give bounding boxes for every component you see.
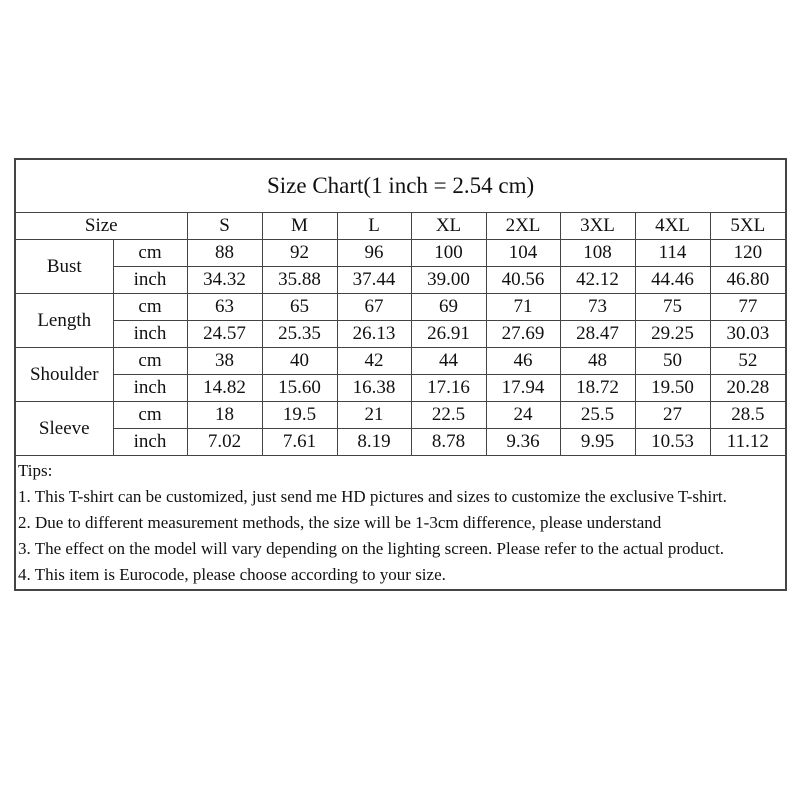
measurement-row: [15, 294, 786, 321]
size-header-m: M: [262, 213, 337, 240]
chart-title: Size Chart(1 inch = 2.54 cm): [15, 159, 786, 213]
size-value-cell: 104: [486, 240, 560, 267]
size-value-cell: 11.12: [710, 429, 786, 456]
size-value-cell: 75: [635, 294, 710, 321]
size-value-cell: 15.60: [262, 375, 337, 402]
size-value-cell: 27.69: [486, 321, 560, 348]
measurement-row: [15, 402, 786, 429]
size-value-cell: 73: [560, 294, 635, 321]
size-value-cell: 22.5: [411, 402, 486, 429]
size-value-cell: 40.56: [486, 267, 560, 294]
size-chart: [14, 158, 785, 591]
size-value-cell: 77: [710, 294, 786, 321]
measurement-row: [15, 240, 786, 267]
size-value-cell: 39.00: [411, 267, 486, 294]
size-value-cell: 35.88: [262, 267, 337, 294]
size-value-cell: 42: [337, 348, 411, 375]
tips-heading: Tips:: [18, 461, 53, 480]
size-value-cell: 42.12: [560, 267, 635, 294]
size-value-cell: 17.16: [411, 375, 486, 402]
size-value-cell: 27: [635, 402, 710, 429]
size-value-cell: 18.72: [560, 375, 635, 402]
size-value-cell: 52: [710, 348, 786, 375]
unit-label: inch: [113, 267, 187, 294]
size-header-row: [15, 213, 786, 240]
measurement-label: Bust: [15, 240, 113, 294]
size-table: [14, 158, 787, 456]
unit-label: cm: [113, 240, 187, 267]
measurement-label: Shoulder: [15, 348, 113, 402]
size-value-cell: 7.61: [262, 429, 337, 456]
size-value-cell: 18: [187, 402, 262, 429]
size-header-l: L: [337, 213, 411, 240]
tip-item: 3. The effect on the model will vary depending on the lighting screen. Please refer to the actual product.: [18, 539, 725, 558]
tip-item: 1. This T-shirt can be customized, just send me HD pictures and sizes to customize the exclusive T-shirt.: [18, 487, 727, 506]
size-value-cell: 63: [187, 294, 262, 321]
size-value-cell: 29.25: [635, 321, 710, 348]
size-value-cell: 100: [411, 240, 486, 267]
size-value-cell: 28.47: [560, 321, 635, 348]
size-value-cell: 19.50: [635, 375, 710, 402]
size-value-cell: 8.78: [411, 429, 486, 456]
unit-label: inch: [113, 429, 187, 456]
size-value-cell: 44.46: [635, 267, 710, 294]
size-value-cell: 37.44: [337, 267, 411, 294]
size-value-cell: 24.57: [187, 321, 262, 348]
size-value-cell: 26.13: [337, 321, 411, 348]
size-value-cell: 65: [262, 294, 337, 321]
size-header-2xl: 2XL: [486, 213, 560, 240]
size-value-cell: 7.02: [187, 429, 262, 456]
size-value-cell: 114: [635, 240, 710, 267]
size-value-cell: 50: [635, 348, 710, 375]
size-value-cell: 9.36: [486, 429, 560, 456]
size-value-cell: 92: [262, 240, 337, 267]
size-value-cell: 19.5: [262, 402, 337, 429]
size-value-cell: 25.5: [560, 402, 635, 429]
size-value-cell: 46: [486, 348, 560, 375]
tip-item: 4. This item is Eurocode, please choose according to your size.: [18, 565, 446, 584]
size-header-xl: XL: [411, 213, 486, 240]
size-value-cell: 46.80: [710, 267, 786, 294]
size-header-3xl: 3XL: [560, 213, 635, 240]
size-value-cell: 44: [411, 348, 486, 375]
measurement-row: [15, 267, 786, 294]
size-value-cell: 20.28: [710, 375, 786, 402]
size-value-cell: 17.94: [486, 375, 560, 402]
size-value-cell: 108: [560, 240, 635, 267]
tip-item: 2. Due to different measurement methods, the size will be 1-3cm difference, please understand: [18, 513, 662, 532]
size-value-cell: 8.19: [337, 429, 411, 456]
measurement-label: Sleeve: [15, 402, 113, 456]
size-value-cell: 38: [187, 348, 262, 375]
size-value-cell: 67: [337, 294, 411, 321]
unit-label: inch: [113, 321, 187, 348]
unit-label: cm: [113, 348, 187, 375]
unit-label: cm: [113, 294, 187, 321]
unit-label: inch: [113, 375, 187, 402]
size-value-cell: 48: [560, 348, 635, 375]
size-value-cell: 25.35: [262, 321, 337, 348]
size-value-cell: 40: [262, 348, 337, 375]
size-value-cell: 71: [486, 294, 560, 321]
size-value-cell: 69: [411, 294, 486, 321]
size-value-cell: 34.32: [187, 267, 262, 294]
size-header-label: Size: [15, 213, 187, 240]
size-value-cell: 14.82: [187, 375, 262, 402]
size-value-cell: 21: [337, 402, 411, 429]
unit-label: cm: [113, 402, 187, 429]
tips-section: [14, 456, 787, 591]
size-header-5xl: 5XL: [710, 213, 786, 240]
size-value-cell: 88: [187, 240, 262, 267]
measurement-row: [15, 321, 786, 348]
measurement-row: [15, 429, 786, 456]
size-value-cell: 26.91: [411, 321, 486, 348]
measurement-row: [15, 375, 786, 402]
size-header-s: S: [187, 213, 262, 240]
size-value-cell: 120: [710, 240, 786, 267]
measurement-row: [15, 348, 786, 375]
size-value-cell: 9.95: [560, 429, 635, 456]
size-value-cell: 10.53: [635, 429, 710, 456]
measurement-label: Length: [15, 294, 113, 348]
size-value-cell: 30.03: [710, 321, 786, 348]
size-value-cell: 24: [486, 402, 560, 429]
size-value-cell: 16.38: [337, 375, 411, 402]
size-value-cell: 28.5: [710, 402, 786, 429]
size-value-cell: 96: [337, 240, 411, 267]
size-header-4xl: 4XL: [635, 213, 710, 240]
